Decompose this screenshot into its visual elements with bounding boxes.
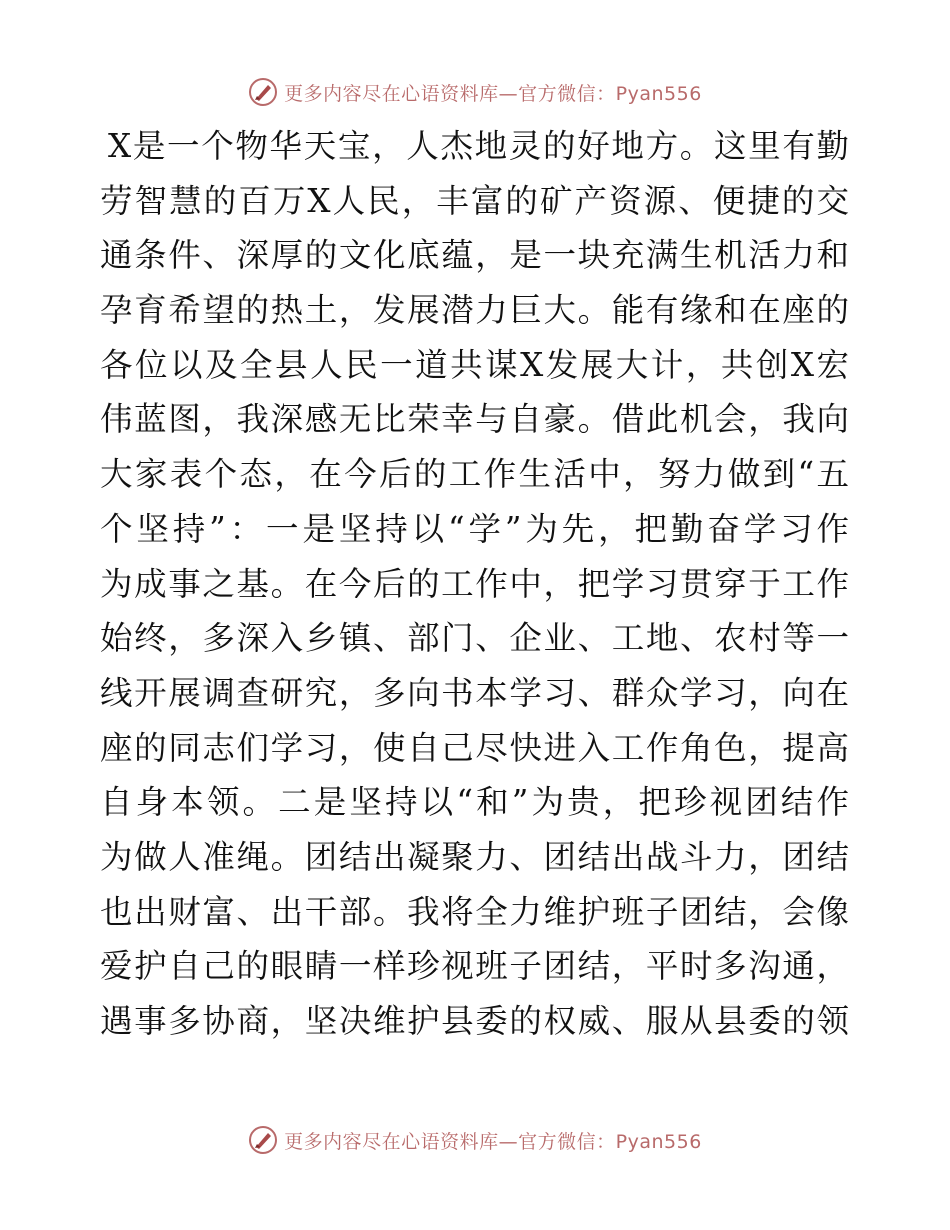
text-line: 伟蓝图，我深感无比荣幸与自豪。借此机会，我向 (100, 400, 850, 439)
text-line: 也出财富、出干部。我将全力维护班子团结，会像 (100, 892, 850, 931)
text-line: 为做人准绳。团结出凝聚力、团结出战斗力，团结 (100, 837, 850, 876)
footer-banner-text: 更多内容尽在心语资料库—官方微信：Pyan556 (284, 1130, 702, 1153)
header-banner-text: 更多内容尽在心语资料库—官方微信：Pyan556 (284, 82, 702, 105)
header-banner (0, 72, 950, 112)
text-line: 大家表个态，在今后的工作生活中，努力做到“五 (100, 455, 850, 494)
text-line: X是一个物华天宝，人杰地灵的好地方。这里有勤 (108, 127, 850, 165)
text-line: 爱护自己的眼睛一样珍视班子团结，平时多沟通， (100, 947, 850, 986)
text-line: 线开展调查研究，多向书本学习、群众学习，向在 (100, 673, 850, 712)
text-line: 遇事多协商，坚决维护县委的权威、服从县委的领 (100, 1002, 850, 1040)
text-line: 劳智慧的百万X人民，丰富的矿产资源、便捷的交 (100, 181, 850, 220)
document-body (100, 119, 850, 1049)
text-line: 自身本领。二是坚持以“和”为贵，把珍视团结作 (100, 783, 850, 822)
text-line: 孕育希望的热土，发展潜力巨大。能有缘和在座的 (100, 291, 850, 330)
text-line: 为成事之基。在今后的工作中，把学习贯穿于工作 (100, 564, 850, 603)
pen-nib-logo-icon (248, 77, 278, 107)
text-line: 各位以及全县人民一道共谋X发展大计，共创X宏 (100, 345, 850, 384)
text-line: 个坚持”：一是坚持以“学”为先，把勤奋学习作 (100, 509, 850, 548)
footer-banner (0, 1120, 950, 1160)
text-line: 通条件、深厚的文化底蕴，是一块充满生机活力和 (100, 236, 850, 275)
text-line: 座的同志们学习，使自己尽快进入工作角色，提高 (100, 728, 850, 767)
text-line: 始终，多深入乡镇、部门、企业、工地、农村等一 (100, 619, 850, 658)
pen-nib-logo-icon (248, 1125, 278, 1155)
